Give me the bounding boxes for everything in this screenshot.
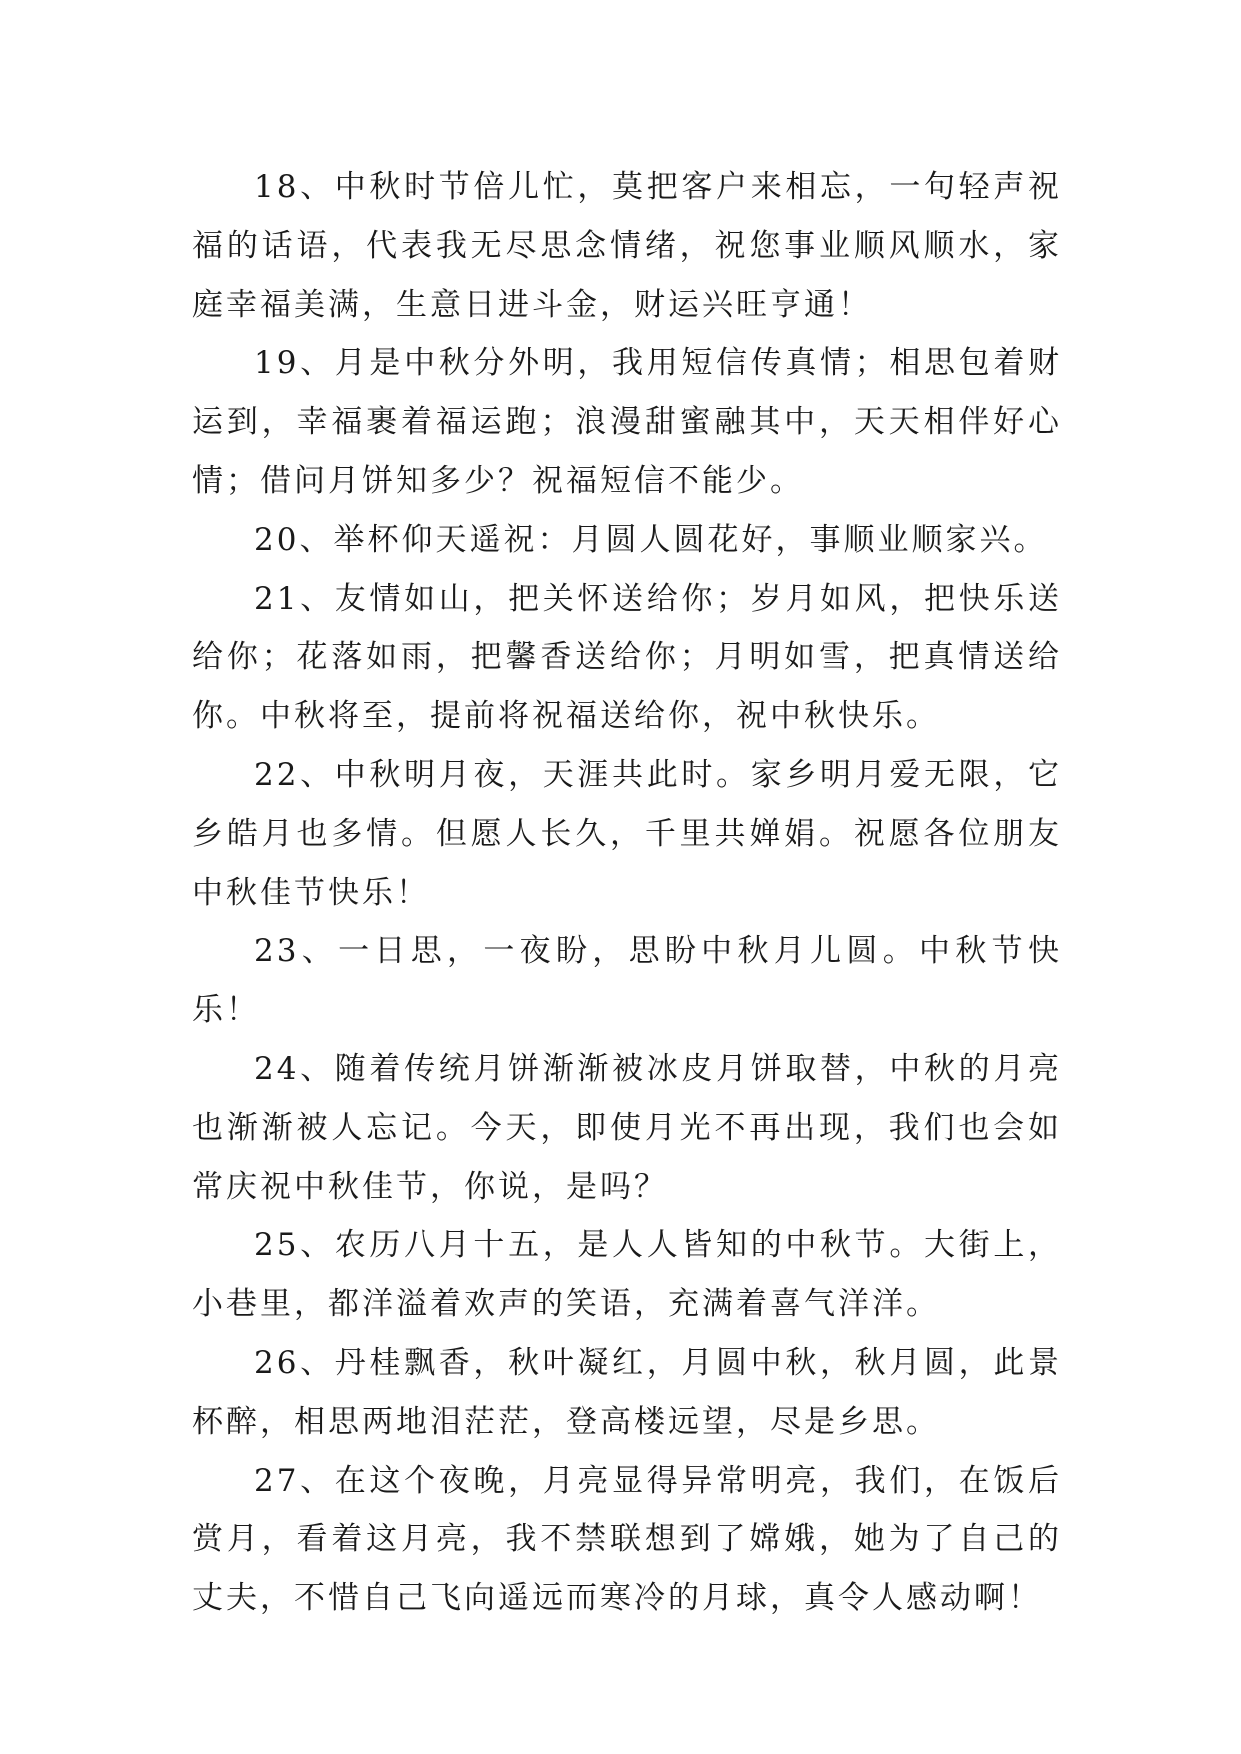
paragraph-24: 24、随着传统月饼渐渐被冰皮月饼取替，中秋的月亮也渐渐被人忘记。今天，即使月光不再出现，我们也会如常庆祝中秋佳节，你说，是吗？ <box>192 1050 1062 1205</box>
paragraph-19: 19、月是中秋分外明，我用短信传真情；相思包着财运到，幸福裹着福运跑；浪漫甜蜜融其中，天天相伴好心情；借问月饼知多少？祝福短信不能少。 <box>192 345 1062 499</box>
paragraph-21: 21、友情如山，把关怀送给你；岁月如风，把快乐送给你；花落如雨，把馨香送给你；月明如雪，把真情送给你。中秋将至，提前将祝福送给你，祝中秋快乐。 <box>192 580 1062 735</box>
paragraph-26: 26、丹桂飘香，秋叶凝红，月圆中秋，秋月圆，此景杯醉，相思两地泪茫茫，登高楼远望，尽是乡思。 <box>192 1344 1062 1440</box>
paragraph-22: 22、中秋明月夜，天涯共此时。家乡明月爱无限，它乡皓月也多情。但愿人长久，千里共婵娟。祝愿各位朋友中秋佳节快乐！ <box>192 756 1062 911</box>
paragraph-20: 20、举杯仰天遥祝：月圆人圆花好，事顺业顺家兴。 <box>254 521 1048 558</box>
paragraph-23: 23、一日思，一夜盼，思盼中秋月儿圆。中秋节快乐！ <box>192 933 1062 1029</box>
paragraph-25: 25、农历八月十五，是人人皆知的中秋节。大街上，小巷里，都洋溢着欢声的笑语，充满着喜气洋洋。 <box>192 1227 1062 1323</box>
document-body <box>192 158 1062 1628</box>
paragraph-18: 18、中秋时节倍儿忙，莫把客户来相忘，一句轻声祝福的话语，代表我无尽思念情绪，祝您事业顺风顺水，家庭幸福美满，生意日进斗金，财运兴旺亨通！ <box>192 169 1062 323</box>
paragraph-27: 27、在这个夜晚，月亮显得异常明亮，我们，在饭后赏月，看着这月亮，我不禁联想到了嫦娥，她为了自己的丈夫，不惜自己飞向遥远而寒冷的月球，真令人感动啊！ <box>192 1462 1062 1617</box>
